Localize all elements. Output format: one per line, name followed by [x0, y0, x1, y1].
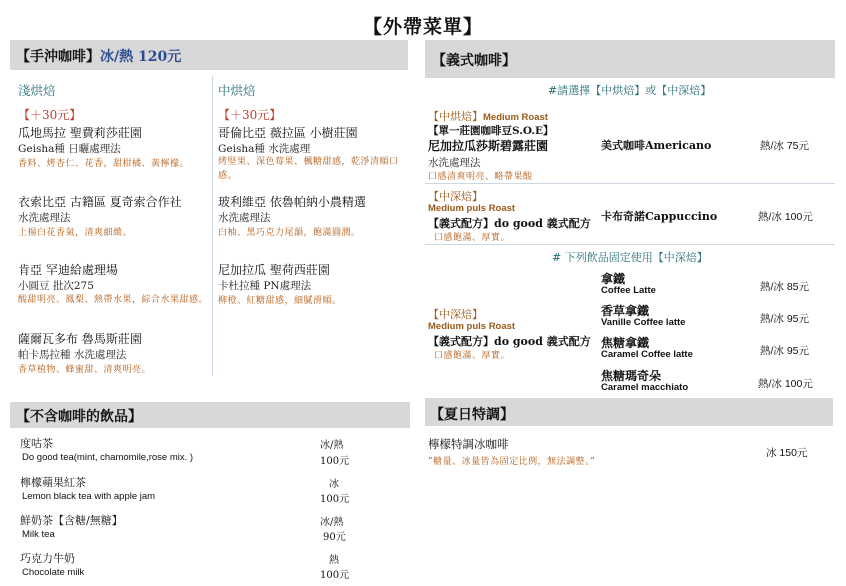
non-coffee-4-name: 巧克力牛奶: [20, 552, 75, 565]
latte-2-en: Vanille Coffee latte: [601, 317, 686, 328]
non-coffee-1-temp: 冰/熱: [320, 440, 344, 451]
latte-2-name: 香草拿鐵: [601, 304, 650, 318]
pour-over-header-text: [16, 46, 181, 66]
non-coffee-4-price: 100元: [320, 570, 350, 581]
non-coffee-4-en: Chocolate milk: [22, 567, 85, 578]
light-item-4-process: 帕卡馬拉種 水洗處理法: [18, 349, 127, 361]
block2-roast-en: Medium puls Roast: [428, 203, 516, 214]
latte-3-price: 熱/冰 95元: [760, 345, 810, 357]
espresso-divider-1: [425, 183, 835, 184]
light-roast-surcharge: 【＋30元】: [18, 108, 82, 122]
light-item-3-notes: 酸甜明亮、鳳梨、熱帶水果，綜合水果甜感。: [18, 295, 209, 305]
block2-roast-cn: 【中深焙】: [428, 190, 483, 203]
medium-item-3-notes: 柳橙、紅糖甜感，細膩滑順。: [218, 296, 342, 306]
block1-roast: [428, 108, 548, 124]
espresso-divider-2: [425, 244, 835, 245]
latte-4-price: 熱/冰 100元: [758, 378, 813, 390]
medium-item-1-name: 哥倫比亞 薇拉區 小樹莊園: [218, 126, 358, 140]
non-coffee-1-en: Do good tea(mint, chamomile,rose mix. ): [22, 452, 194, 463]
medium-item-2-name: 玻利維亞 依魯帕納小農精選: [218, 195, 366, 209]
non-coffee-1-price: 100元: [320, 456, 350, 467]
non-coffee-1-name: 度咕茶: [20, 437, 53, 450]
pour-over-label: 【手沖咖啡】: [16, 49, 100, 65]
block2-blend-label: 【義式配方】do good 義式配方: [428, 217, 591, 230]
light-item-3-process: 小圓豆 批次275: [18, 280, 94, 292]
espresso-fixed-note: # 下列飲品固定使用【中深焙】: [552, 251, 708, 264]
espresso-header-label: 【義式咖啡】: [432, 53, 516, 69]
light-item-4-notes: 香草植物、蜂蜜甜、清爽明亮。: [18, 365, 152, 375]
block3-roast-en: Medium puls Roast: [428, 321, 516, 332]
medium-roast-surcharge: 【＋30元】: [218, 108, 282, 122]
cappuccino-name: 卡布奇諾Cappuccino: [601, 210, 718, 223]
non-coffee-2-name: 檸檬蘋果紅茶: [20, 476, 86, 489]
non-coffee-2-price: 100元: [320, 494, 350, 505]
non-coffee-3-name: 鮮奶茶【含糖/無糖】: [20, 514, 123, 527]
page-title: 【外帶菜單】: [362, 16, 483, 38]
latte-3-en: Caramel Coffee latte: [601, 349, 693, 360]
non-coffee-4-temp: 熱: [329, 555, 339, 566]
espresso-choose-note: #請選擇【中烘焙】或【中深焙】: [548, 84, 712, 97]
americano-name: 美式咖啡Americano: [601, 139, 712, 152]
latte-3-name: 焦糖拿鐵: [601, 336, 650, 350]
light-item-2-process: 水洗處理法: [18, 212, 71, 224]
medium-item-1-process: Geisha種 水洗處理: [218, 143, 311, 155]
non-coffee-2-en: Lemon black tea with apple jam: [22, 491, 156, 502]
block1-bean-label: 【單一莊園咖啡豆S.O.E】: [428, 125, 554, 137]
cappuccino-price: 熱/冰 100元: [758, 211, 813, 223]
block2-blend-notes: 口感飽滿、厚實。: [434, 233, 511, 243]
block1-bean-name: 尼加拉瓜莎斯碧露莊園: [428, 139, 549, 153]
light-item-1-notes: 香料、烤杏仁、花香，甜柑橘、黃檸檬。: [18, 159, 190, 169]
non-coffee-3-en: Milk tea: [22, 529, 55, 540]
non-coffee-3-price: 90元: [323, 532, 346, 543]
light-item-4-name: 薩爾瓦多布 魯馬斯莊園: [18, 332, 142, 346]
light-item-2-notes: 上揚白花香氣，清爽細緻。: [18, 228, 133, 238]
medium-item-2-notes: 白柚、黑巧克力尾韻，飽滿圓潤。: [218, 228, 361, 238]
medium-item-3-name: 尼加拉瓜 聖荷西莊園: [218, 263, 330, 277]
block3-blend-label: 【義式配方】do good 義式配方: [428, 335, 591, 348]
latte-4-en: Caramel macchiato: [601, 382, 689, 393]
pour-over-divider: [212, 76, 213, 376]
block1-roast-en: Medium Roast: [483, 112, 548, 123]
block3-blend-notes: 口感飽滿、厚實。: [434, 351, 511, 361]
medium-roast-label: 中烘焙: [218, 83, 256, 98]
non-coffee-2-temp: 冰: [329, 479, 339, 490]
block1-bean-notes: 口感清爽明亮、略帶果酸: [428, 172, 533, 182]
light-roast-label: 淺烘焙: [18, 83, 56, 98]
non-coffee-3-temp: 冰/熱: [320, 517, 344, 528]
summer-item-price: 冰 150元: [766, 447, 808, 459]
light-item-1-name: 瓜地馬拉 聖費莉莎莊園: [18, 126, 142, 140]
latte-1-name: 拿鐵: [601, 272, 626, 286]
summer-item-name: 檸檬特調冰咖啡: [428, 437, 509, 451]
summer-item-note: ”糖量、冰量皆為固定比例，無法調整。”: [428, 457, 596, 467]
light-item-1-process: Geisha種 日曬處理法: [18, 143, 121, 155]
non-coffee-header-label: 【不含咖啡的飲品】: [16, 409, 142, 425]
medium-item-1-notes: 烤堅果、深色莓果、楓糖甜感，乾淨清順口感。: [218, 157, 399, 181]
latte-2-price: 熱/冰 95元: [760, 313, 810, 325]
block1-bean-process: 水洗處理法: [428, 157, 481, 169]
pour-over-price: 冰/熱 120元: [100, 49, 182, 65]
block3-roast-cn: 【中深焙】: [428, 308, 483, 321]
block1-roast-cn: 【中烘焙】: [428, 110, 483, 123]
summer-header-label: 【夏日特調】: [430, 407, 514, 423]
americano-price: 熱/冰 75元: [760, 140, 810, 152]
latte-4-name: 焦糖瑪奇朵: [601, 369, 662, 383]
medium-item-2-process: 水洗處理法: [218, 212, 271, 224]
light-item-3-name: 肯亞 罕迪給處理場: [18, 263, 118, 277]
medium-item-3-process: 卡杜拉種 PN處理法: [218, 280, 312, 292]
light-item-2-name: 衣索比亞 古籍區 夏奇索合作社: [18, 195, 182, 209]
latte-1-en: Coffee Latte: [601, 285, 656, 296]
latte-1-price: 熱/冰 85元: [760, 281, 810, 293]
